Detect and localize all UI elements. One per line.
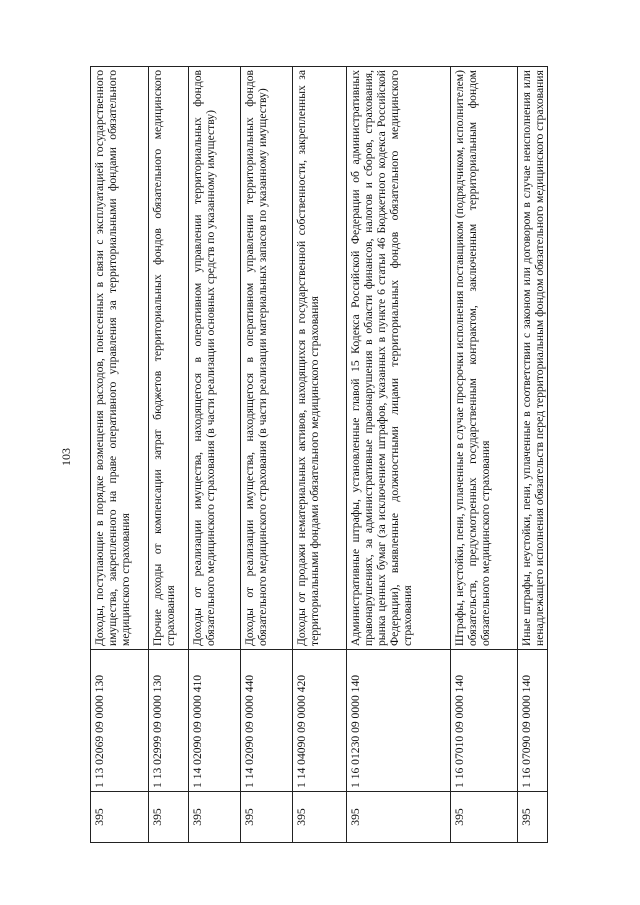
revenue-name-cell: Административные штрафы, установленные главой 15 Кодекса Российской Федерации об административных правонарушениях, за административные правонарушения в области финансов, налогов и сборов, страхования, рынка ценных бумаг (за исключением штрафов, указанных в пункте 6 статьи 46 Бюджетного кодекса Российской Федерации), выявленные должностными лицами территориальных фондов обязательного медицинского страхования: [347, 67, 451, 650]
admin-code-cell: 395: [149, 792, 189, 843]
admin-code-cell: 395: [518, 792, 548, 843]
admin-code-cell: 395: [241, 792, 293, 843]
revenue-code-cell: 1 13 02999 09 0000 130: [149, 650, 189, 792]
revenue-name-cell: Прочие доходы от компенсации затрат бюджетов территориальных фондов обязательного медицинского страхования: [149, 67, 189, 650]
revenue-code-cell: 1 14 02090 09 0000 440: [241, 650, 293, 792]
admin-code-cell: 395: [293, 792, 347, 843]
table-row: [451, 67, 518, 843]
revenue-name-cell: Доходы от реализации имущества, находящегося в оперативном управлении территориальных фондов обязательного медицинского страхования (в части реализации материальных запасов по указанному имуществу): [241, 67, 293, 650]
table-row: [293, 67, 347, 843]
admin-code-cell: 395: [347, 792, 451, 843]
table-row: [518, 67, 548, 843]
rotated-table-area: [90, 66, 547, 843]
revenue-name-cell: Доходы от продажи нематериальных активов, находящихся в государственной собственности, закрепленных за территориальными фондами обязательного медицинского страхования: [293, 67, 347, 650]
revenue-code-cell: 1 16 07010 09 0000 140: [451, 650, 518, 792]
page-number: 103: [59, 448, 73, 466]
table-row: [149, 67, 189, 843]
table-row: [91, 67, 149, 843]
revenue-codes-table: [90, 66, 548, 843]
revenue-name-cell: Доходы от реализации имущества, находящегося в оперативном управлении территориальных фондов обязательного медицинского страхования (в части реализации основных средств по указанному имуществу): [189, 67, 241, 650]
revenue-name-cell: Штрафы, неустойки, пени, уплаченные в случае просрочки исполнения поставщиком (подрядчиком, исполнителем) обязательств, предусмотренных государственным контрактом, заключенным территориальным фондом обязательного медицинского страхования: [451, 67, 518, 650]
admin-code-cell: 395: [91, 792, 149, 843]
admin-code-cell: 395: [189, 792, 241, 843]
revenue-code-cell: 1 14 04090 09 0000 420: [293, 650, 347, 792]
revenue-code-cell: 1 14 02090 09 0000 410: [189, 650, 241, 792]
revenue-code-cell: 1 16 01230 09 0000 140: [347, 650, 451, 792]
admin-code-cell: 395: [451, 792, 518, 843]
revenue-code-cell: 1 16 07090 09 0000 140: [518, 650, 548, 792]
revenue-name-cell: Иные штрафы, неустойки, пени, уплаченные в соответствии с законом или договором в случае неисполнения или ненадлежащего исполнения обязательств перед территориальным фондом обязательного медицинского страхования: [518, 67, 548, 650]
table-row: [241, 67, 293, 843]
table-row: [189, 67, 241, 843]
table-row: [347, 67, 451, 843]
revenue-name-cell: Доходы, поступающие в порядке возмещения расходов, понесенных в связи с эксплуатацией государственного имущества, закрепленного на праве оперативного управления за территориальными фондами обязательного медицинского страхования: [91, 67, 149, 650]
revenue-code-cell: 1 13 02069 09 0000 130: [91, 650, 149, 792]
